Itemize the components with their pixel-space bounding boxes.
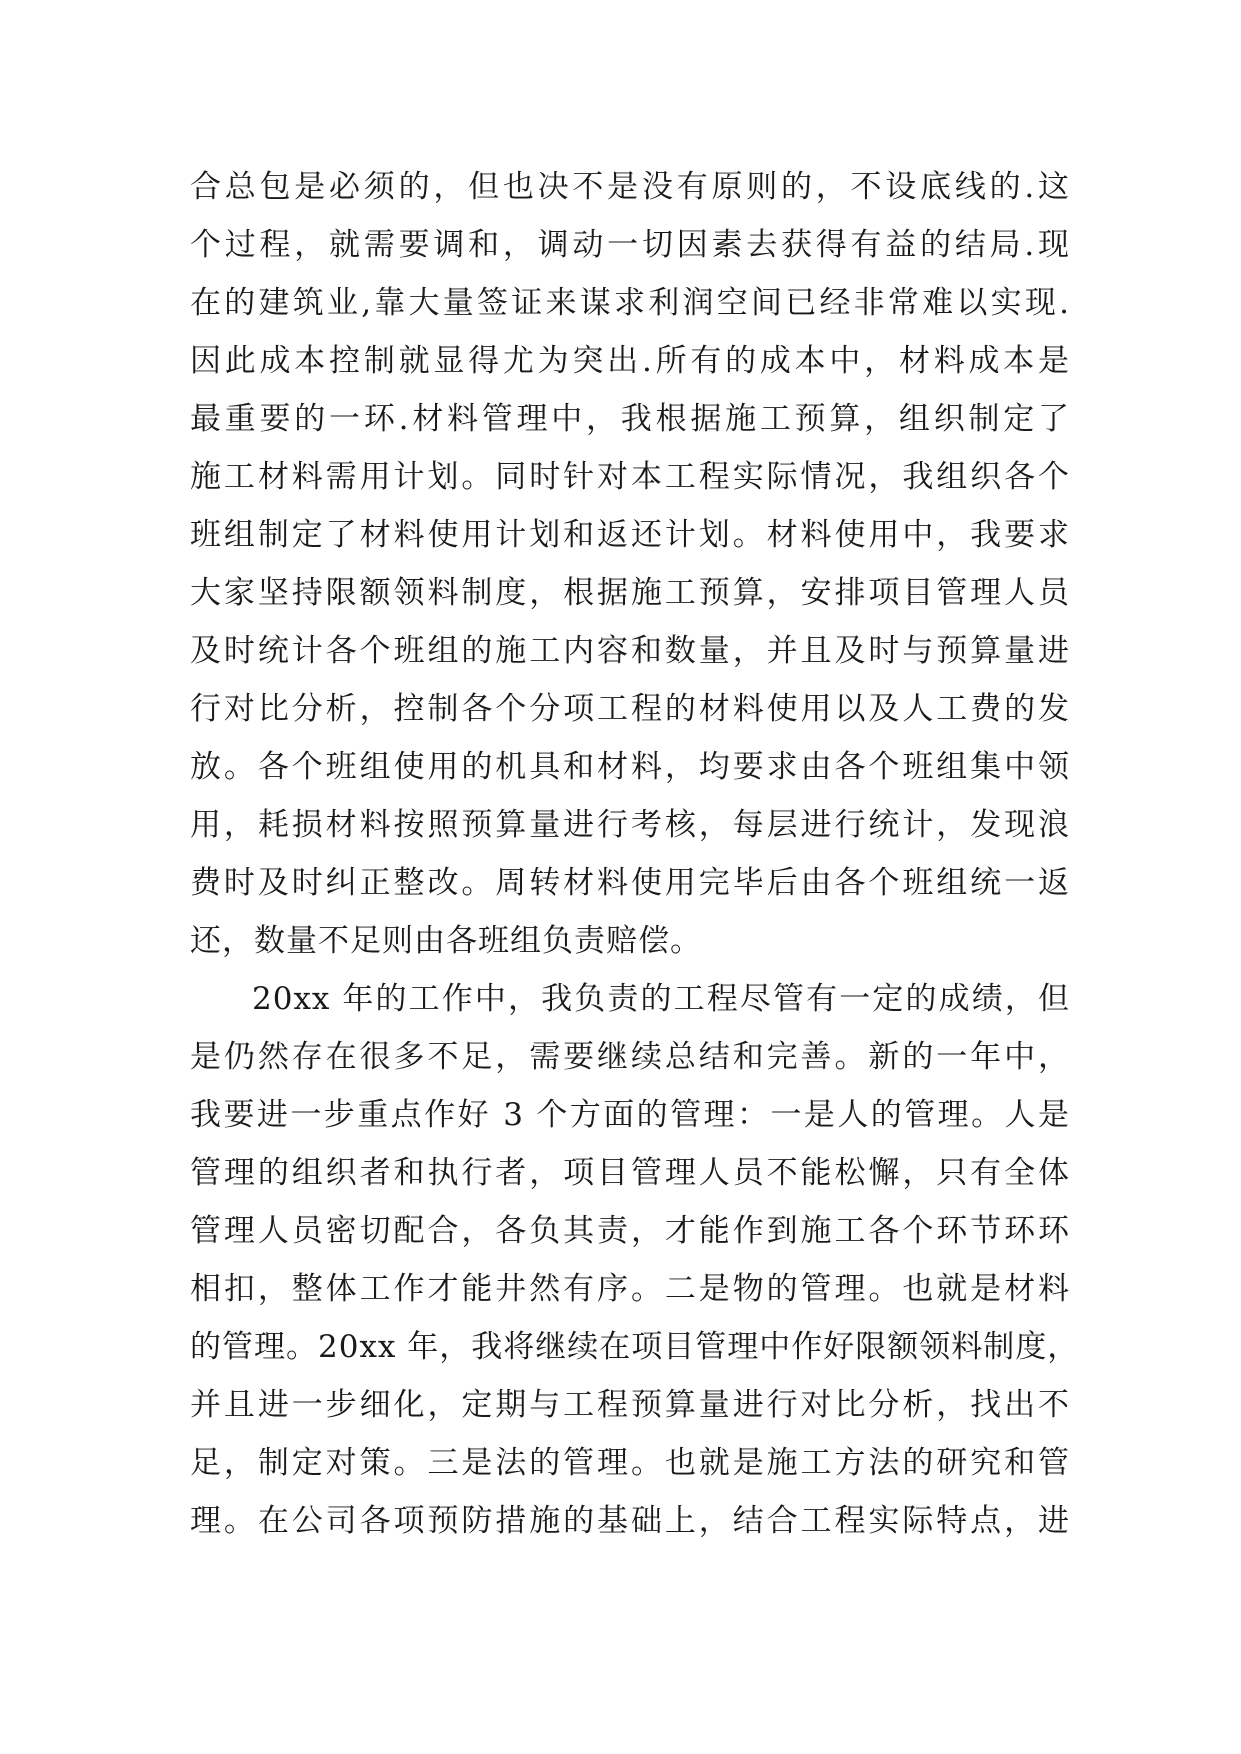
text-line: 放。各个班组使用的机具和材料，均要求由各个班组集中领 <box>190 749 1070 785</box>
text-line: 管理的组织者和执行者，项目管理人员不能松懈，只有全体 <box>190 1155 1070 1191</box>
text-line: 用，耗损材料按照预算量进行考核，每层进行统计，发现浪 <box>190 807 1070 843</box>
text-line: 的管理。20xx 年，我将继续在项目管理中作好限额领料制度， <box>190 1329 1080 1365</box>
text-line: 因此成本控制就显得尤为突出.所有的成本中，材料成本是 <box>190 343 1070 379</box>
text-line: 行对比分析，控制各个分项工程的材料使用以及人工费的发 <box>190 691 1070 727</box>
text-line: 施工材料需用计划。同时针对本工程实际情况，我组织各个 <box>190 459 1070 495</box>
text-line: 并且进一步细化，定期与工程预算量进行对比分析，找出不 <box>190 1387 1070 1423</box>
text-line: 费时及时纠正整改。周转材料使用完毕后由各个班组统一返 <box>190 865 1070 901</box>
text-line: 足，制定对策。三是法的管理。也就是施工方法的研究和管 <box>190 1445 1070 1481</box>
text-line: 相扣，整体工作才能井然有序。二是物的管理。也就是材料 <box>190 1271 1070 1307</box>
text-line: 20xx 年的工作中，我负责的工程尽管有一定的成绩，但 <box>252 981 1070 1017</box>
text-line: 合总包是必须的，但也决不是没有原则的，不设底线的.这 <box>190 169 1070 205</box>
text-line: 理。在公司各项预防措施的基础上，结合工程实际特点，进 <box>190 1503 1070 1539</box>
text-line: 班组制定了材料使用计划和返还计划。材料使用中，我要求 <box>190 517 1070 553</box>
text-line: 我要进一步重点作好 3 个方面的管理：一是人的管理。人是 <box>190 1097 1070 1133</box>
document-body <box>190 158 1080 1550</box>
text-line: 个过程，就需要调和，调动一切因素去获得有益的结局.现 <box>190 227 1070 263</box>
text-line: 及时统计各个班组的施工内容和数量，并且及时与预算量进 <box>190 633 1070 669</box>
paragraph-1 <box>190 158 1070 970</box>
text-line: 管理人员密切配合，各负其责，才能作到施工各个环节环环 <box>190 1213 1070 1249</box>
text-line: 在的建筑业,靠大量签证来谋求利润空间已经非常难以实现. <box>190 285 1070 321</box>
text-line: 是仍然存在很多不足，需要继续总结和完善。新的一年中， <box>190 1039 1070 1075</box>
paragraph-2 <box>190 970 1080 1550</box>
text-line: 还，数量不足则由各班组负责赔偿。 <box>190 923 702 959</box>
text-line: 最重要的一环.材料管理中，我根据施工预算，组织制定了 <box>190 401 1070 437</box>
text-line: 大家坚持限额领料制度，根据施工预算，安排项目管理人员 <box>190 575 1070 611</box>
